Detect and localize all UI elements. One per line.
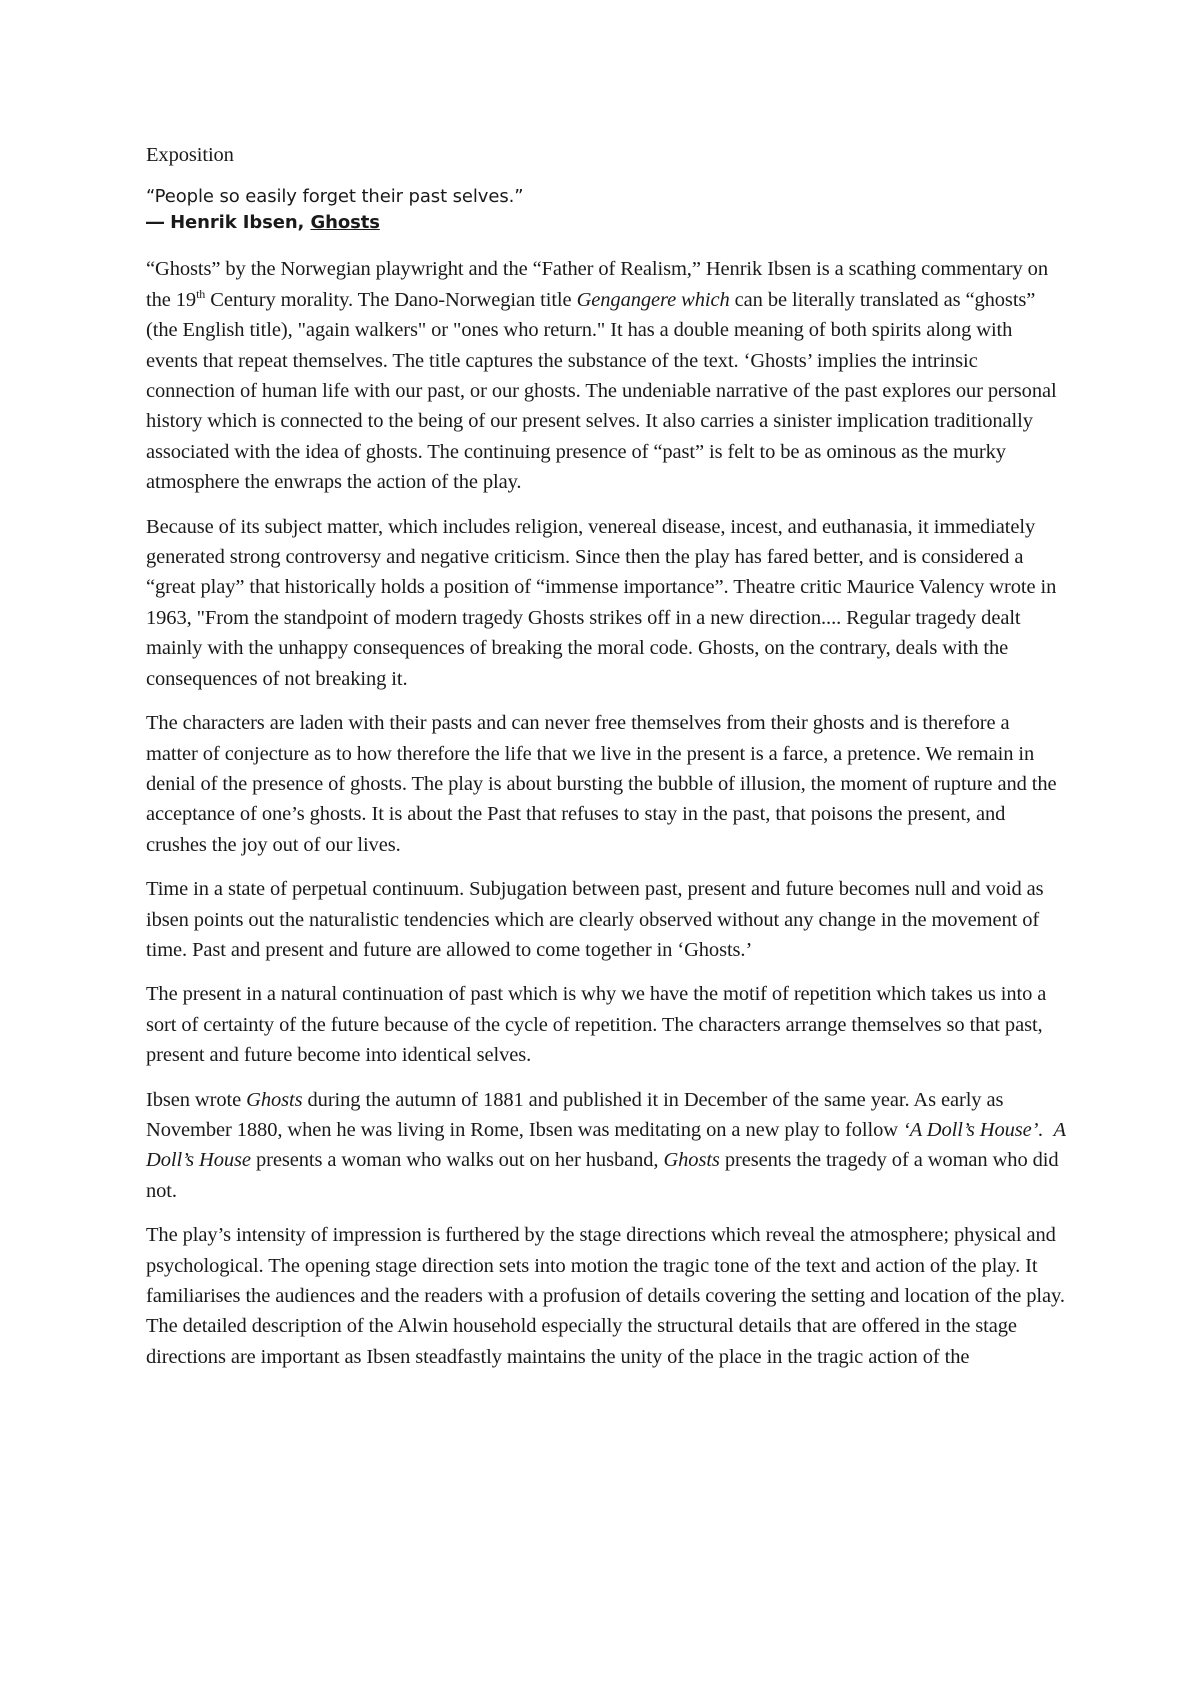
epigraph-quote — [146, 184, 1066, 236]
attribution-author: ― Henrik Ibsen, — [146, 212, 311, 234]
quote-text: “People so easily forget their past selves.” — [146, 186, 524, 208]
paragraph-7: The play’s intensity of impression is furthered by the stage directions which reveal the atmosphere; physical and psychological. The opening stage direction sets into motion the tragic tone of the text and action of the play. It familiarises the audiences and the readers with a profusion of details covering the setting and location of the play. The detailed description of the Alwin household especially the structural details that are offered in the stage directions are important as Ibsen steadfastly maintains the unity of the place in the tragic action of the — [146, 1224, 1065, 1368]
p6-italic-dolls-house-1: ‘A Doll’s House’. — [902, 1118, 1044, 1141]
p1-superscript: th — [196, 286, 206, 301]
paragraph-6 — [146, 1085, 1066, 1207]
p6-text-b: during the autumn of 1881 and published it in December of the same year. As early as November 1880, when he was living in Rome, Ibsen was meditating on a new play to follow — [146, 1088, 1004, 1141]
section-heading: Exposition — [146, 144, 234, 166]
p1-text-c: can be literally translated as “ghosts” (the English title), "again walkers" or "ones who return." It has a double meaning of both spirits along with events that repeat themselves. The title captures the substance of the text. ‘Ghosts’ implies the intrinsic connection of human life with our past, or our ghosts. The undeniable narrative of the past explores our personal history which is connected to the being of our present selves. It also carries a sinister implication traditionally associated with the idea of ghosts. The continuing presence of “past” is felt to be as ominous as the murky atmosphere the enwraps the action of the play. — [146, 288, 1057, 494]
p6-text-e: presents the tragedy of a woman who did not. — [146, 1149, 1059, 1202]
attribution-work-link[interactable]: Ghosts — [310, 212, 380, 234]
p6-italic-ghosts-2: Ghosts — [663, 1149, 720, 1172]
p6-italic-ghosts-1: Ghosts — [246, 1088, 303, 1111]
paragraph-3: The characters are laden with their pasts and can never free themselves from their ghosts and is therefore a matter of conjecture as to how therefore the life that we live in the present is a farce, a pretence. We remain in denial of the presence of ghosts. The play is about bursting the bubble of illusion, the moment of rupture and the acceptance of one’s ghosts. It is about the Past that refuses to stay in the past, that poisons the present, and crushes the joy out of our lives. — [146, 712, 1057, 856]
paragraph-4: Time in a state of perpetual continuum. Subjugation between past, present and future becomes null and void as ibsen points out the naturalistic tendencies which are clearly observed without any change in the movement of time. Past and present and future are allowed to come together in ‘Ghosts.’ — [146, 878, 1044, 961]
p6-text-a: Ibsen wrote — [146, 1088, 247, 1111]
p6-italic-dolls-house-2: A Doll’s House — [146, 1118, 1066, 1172]
p1-italic-title: Gengangere which — [576, 288, 730, 311]
paragraph-1 — [146, 254, 1066, 497]
paragraph-5: The present in a natural continuation of past which is why we have the motif of repetition which takes us into a sort of certainty of the future because of the cycle of repetition. The characters arrange themselves so that past, present and future become into identical selves. — [146, 983, 1047, 1067]
p6-text-d: presents a woman who walks out on her husband, — [250, 1149, 664, 1172]
paragraph-2: Because of its subject matter, which includes religion, venereal disease, incest, and euthanasia, it immediately generated strong controversy and negative criticism. Since then the play has fared better, and is considered a “great play” that historically holds a position of “immense importance”. Theatre critic Maurice Valency wrote in 1963, "From the standpoint of modern tragedy Ghosts strikes off in a new direction.... Regular tragedy dealt mainly with the unhappy consequences of breaking the moral code. Ghosts, on the contrary, deals with the consequences of not breaking it. — [146, 515, 1057, 690]
quote-attribution — [146, 210, 1066, 236]
p6-text-c — [1043, 1119, 1053, 1141]
document-page — [146, 140, 1066, 1386]
p1-text-b: Century morality. The Dano-Norwegian title — [205, 288, 577, 311]
p1-text-a: “Ghosts” by the Norwegian playwright and the “Father of Realism,” Henrik Ibsen is a scathing commentary on the 19 — [146, 258, 1048, 311]
